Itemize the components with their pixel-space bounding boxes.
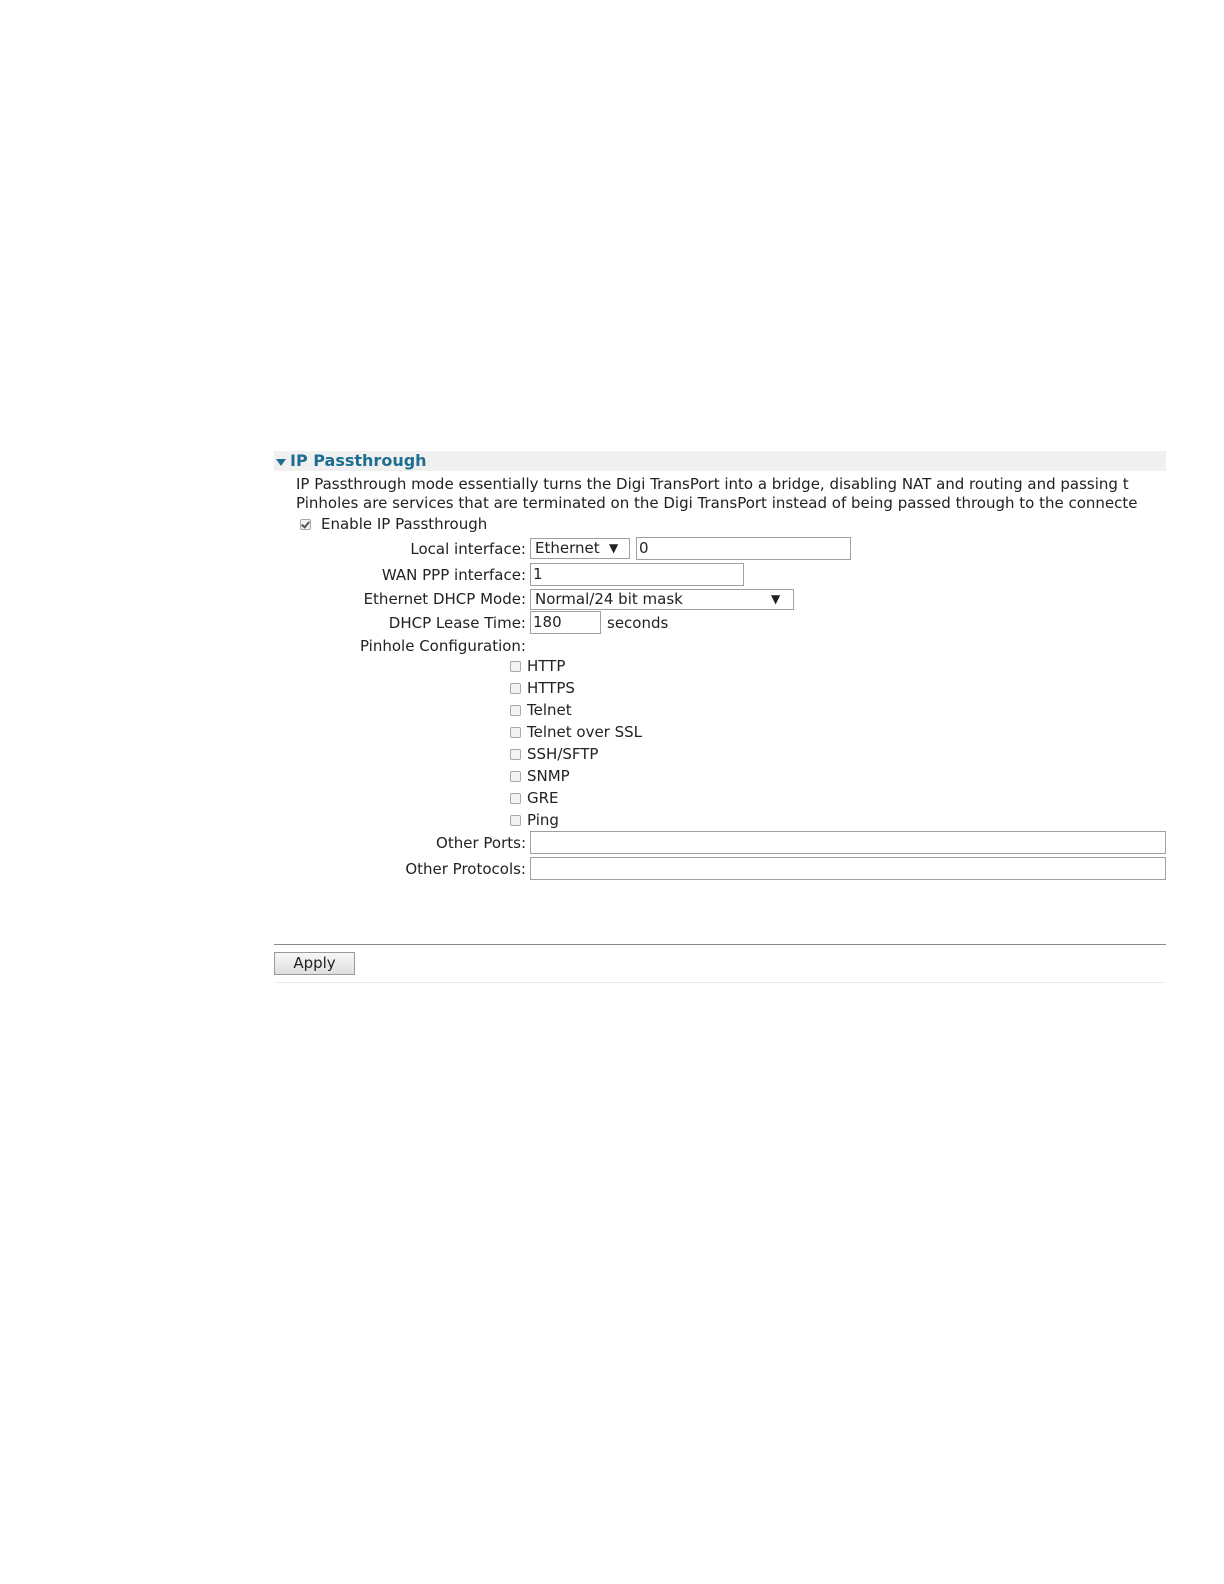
pinhole-telnet-label: Telnet xyxy=(527,701,572,719)
pinhole-item-ping[interactable] xyxy=(510,810,559,830)
dhcp-lease-time-label: DHCP Lease Time: xyxy=(388,614,526,632)
ip-passthrough-panel xyxy=(274,451,1166,991)
pinhole-ping-checkbox[interactable] xyxy=(510,815,521,826)
pinhole-item-ssh-sftp[interactable] xyxy=(510,744,598,764)
enable-ip-passthrough-label: Enable IP Passthrough xyxy=(321,515,488,533)
apply-button[interactable]: Apply xyxy=(274,952,355,975)
pinhole-http-checkbox[interactable] xyxy=(510,661,521,672)
ethernet-dhcp-mode-label: Ethernet DHCP Mode: xyxy=(363,590,526,608)
description-line-1: IP Passthrough mode essentially turns the Digi TransPort into a bridge, disabling NAT and routing and passing t xyxy=(296,475,1129,493)
pinhole-item-gre[interactable] xyxy=(510,788,559,808)
pinhole-telnet-checkbox[interactable] xyxy=(510,705,521,716)
chevron-down-icon: ▼ xyxy=(609,541,619,555)
pinhole-item-https[interactable] xyxy=(510,678,575,698)
divider xyxy=(274,944,1166,945)
pinhole-ssh-sftp-label: SSH/SFTP xyxy=(527,745,599,763)
enable-ip-passthrough-checkbox[interactable] xyxy=(300,519,311,530)
other-ports-input[interactable] xyxy=(530,831,1166,854)
pinhole-item-telnet[interactable] xyxy=(510,700,572,720)
pinhole-gre-checkbox[interactable] xyxy=(510,793,521,804)
wan-ppp-interface-input[interactable]: 1 xyxy=(530,563,744,586)
section-header[interactable] xyxy=(274,451,1166,471)
other-protocols-input[interactable] xyxy=(530,857,1166,880)
other-ports-label: Other Ports: xyxy=(436,834,526,852)
local-interface-label: Local interface: xyxy=(410,540,526,558)
pinhole-telnet-over-ssl-checkbox[interactable] xyxy=(510,727,521,738)
pinhole-https-label: HTTPS xyxy=(527,679,575,697)
enable-ip-passthrough-row[interactable] xyxy=(300,514,487,534)
pinhole-https-checkbox[interactable] xyxy=(510,683,521,694)
pinhole-configuration-label: Pinhole Configuration: xyxy=(359,637,526,655)
pinhole-snmp-checkbox[interactable] xyxy=(510,771,521,782)
pinhole-ssh-sftp-checkbox[interactable] xyxy=(510,749,521,760)
description-line-2: Pinholes are services that are terminated on the Digi TransPort instead of being passed through to the connecte xyxy=(296,494,1138,512)
ethernet-dhcp-mode-select-value: Normal/24 bit mask xyxy=(535,590,683,608)
pinhole-telnet-over-ssl-label: Telnet over SSL xyxy=(527,723,643,741)
ethernet-dhcp-mode-select[interactable] xyxy=(530,589,794,610)
pinhole-item-http[interactable] xyxy=(510,656,565,676)
local-interface-number-input[interactable]: 0 xyxy=(636,537,851,560)
section-title: IP Passthrough xyxy=(290,451,427,470)
pinhole-gre-label: GRE xyxy=(527,789,559,807)
pinhole-http-label: HTTP xyxy=(527,657,566,675)
pinhole-ping-label: Ping xyxy=(527,811,559,829)
pinhole-snmp-label: SNMP xyxy=(527,767,570,785)
local-interface-select-value: Ethernet xyxy=(535,539,600,557)
local-interface-select[interactable] xyxy=(530,538,630,559)
collapse-triangle-icon[interactable] xyxy=(276,459,286,466)
wan-ppp-interface-label: WAN PPP interface: xyxy=(381,566,526,584)
bottom-divider xyxy=(274,982,1166,983)
other-protocols-label: Other Protocols: xyxy=(405,860,526,878)
dhcp-lease-time-input[interactable]: 180 xyxy=(530,611,601,634)
chevron-down-icon: ▼ xyxy=(771,592,781,606)
dhcp-lease-time-unit: seconds xyxy=(607,614,669,632)
pinhole-item-telnet-over-ssl[interactable] xyxy=(510,722,642,742)
pinhole-item-snmp[interactable] xyxy=(510,766,570,786)
